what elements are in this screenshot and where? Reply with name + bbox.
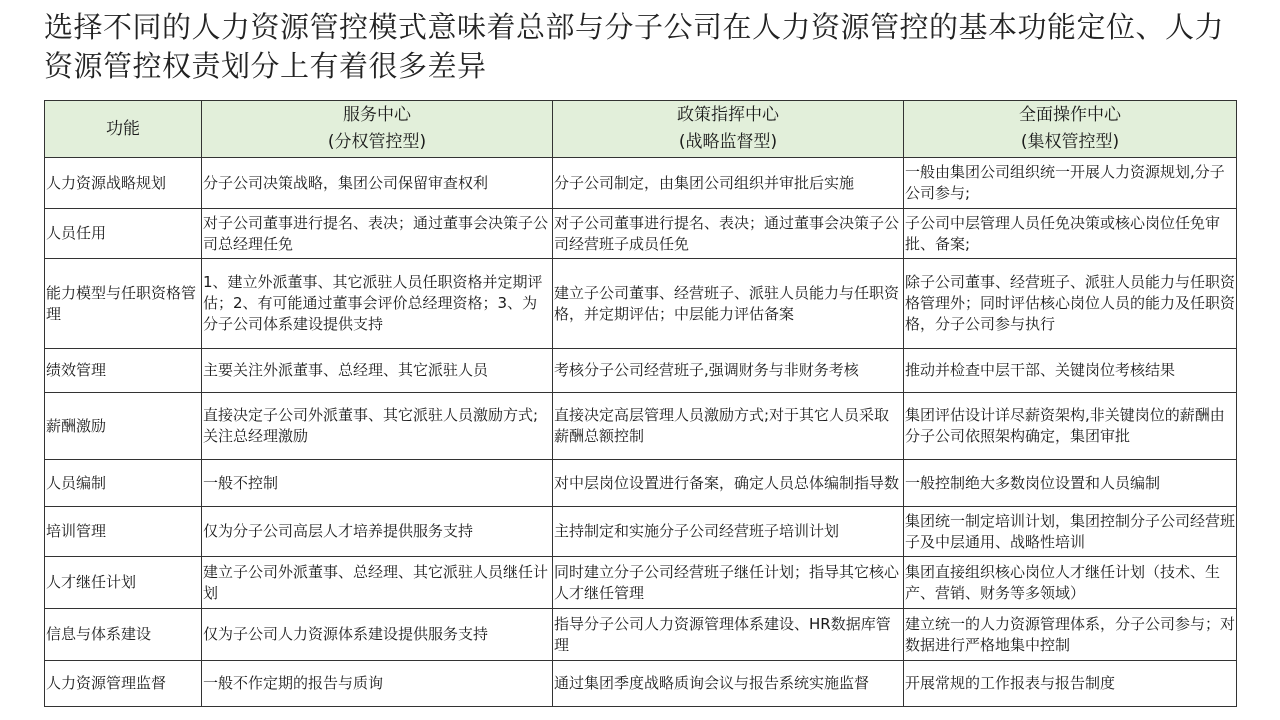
table-row xyxy=(45,460,1237,507)
ops-cell: 一般控制绝大多数岗位设置和人员编制 xyxy=(904,460,1237,507)
policy-cell: 同时建立分子公司经营班子继任计划；指导其它核心人才继任管理 xyxy=(553,557,904,609)
service-cell: 建立子公司外派董事、总经理、其它派驻人员继任计划 xyxy=(202,557,553,609)
header-function-label: 功能 xyxy=(106,118,140,139)
header-ops-type: (集权管控型) xyxy=(1020,132,1120,152)
policy-cell: 分子公司制定，由集团公司组织并审批后实施 xyxy=(553,158,904,209)
ops-cell: 除子公司董事、经营班子、派驻人员能力与任职资格管理外；同时评估核心岗位人员的能力及任职资格，分子公司参与执行 xyxy=(904,259,1237,349)
service-cell: 主要关注外派董事、总经理、其它派驻人员 xyxy=(202,349,553,393)
row-function-cell: 培训管理 xyxy=(45,507,202,557)
table-header-row xyxy=(45,101,1237,158)
table-row xyxy=(45,209,1237,259)
slide-title: 选择不同的人力资源管控模式意味着总部与分子公司在人力资源管控的基本功能定位、人力资源管控权责划分上有着很多差异 xyxy=(44,10,1225,83)
policy-cell: 通过集团季度战略质询会议与报告系统实施监督 xyxy=(553,661,904,707)
policy-cell: 建立子公司董事、经营班子、派驻人员能力与任职资格，并定期评估；中层能力评估备案 xyxy=(553,259,904,349)
header-ops-center xyxy=(904,101,1237,158)
service-cell: 对子公司董事进行提名、表决；通过董事会决策子公司总经理任免 xyxy=(202,209,553,259)
header-policy-type: (战略监督型) xyxy=(678,132,778,152)
table-row xyxy=(45,158,1237,209)
row-function-cell: 人员编制 xyxy=(45,460,202,507)
row-function-cell: 人才继任计划 xyxy=(45,557,202,609)
policy-cell: 主持制定和实施分子公司经营班子培训计划 xyxy=(553,507,904,557)
row-function-cell: 薪酬激励 xyxy=(45,393,202,460)
table-row xyxy=(45,557,1237,609)
row-function-cell: 人员任用 xyxy=(45,209,202,259)
row-function-cell: 能力模型与任职资格管理 xyxy=(45,259,202,349)
ops-cell: 集团统一制定培训计划，集团控制分子公司经营班子及中层通用、战略性培训 xyxy=(904,507,1237,557)
header-service-center xyxy=(202,101,553,158)
ops-cell: 一般由集团公司组织统一开展人力资源规划,分子公司参与; xyxy=(904,158,1237,209)
policy-cell: 直接决定高层管理人员激励方式;对于其它人员采取薪酬总额控制 xyxy=(553,393,904,460)
policy-cell: 指导分子公司人力资源管理体系建设、HR数据库管理 xyxy=(553,609,904,661)
policy-cell: 对中层岗位设置进行备案，确定人员总体编制指导数 xyxy=(553,460,904,507)
header-service-name: 服务中心 xyxy=(343,105,411,125)
service-cell: 仅为子公司人力资源体系建设提供服务支持 xyxy=(202,609,553,661)
row-function-cell: 信息与体系建设 xyxy=(45,609,202,661)
table-row xyxy=(45,507,1237,557)
header-policy-name: 政策指挥中心 xyxy=(677,105,779,125)
row-function-cell: 人力资源战略规划 xyxy=(45,158,202,209)
policy-cell: 考核分子公司经营班子,强调财务与非财务考核 xyxy=(553,349,904,393)
header-ops-name: 全面操作中心 xyxy=(1019,105,1121,125)
row-function-cell: 绩效管理 xyxy=(45,349,202,393)
service-cell: 仅为分子公司高层人才培养提供服务支持 xyxy=(202,507,553,557)
table-row xyxy=(45,259,1237,349)
ops-cell: 推动并检查中层干部、关键岗位考核结果 xyxy=(904,349,1237,393)
table-row xyxy=(45,393,1237,460)
header-policy-center xyxy=(553,101,904,158)
ops-cell: 子公司中层管理人员任免决策或核心岗位任免审批、备案; xyxy=(904,209,1237,259)
service-cell: 一般不作定期的报告与质询 xyxy=(202,661,553,707)
hr-control-mode-comparison-table xyxy=(44,100,1237,707)
service-cell: 直接决定子公司外派董事、其它派驻人员激励方式;关注总经理激励 xyxy=(202,393,553,460)
ops-cell: 建立统一的人力资源管理体系，分子公司参与；对数据进行严格地集中控制 xyxy=(904,609,1237,661)
ops-cell: 集团评估设计详尽薪资架构,非关键岗位的薪酬由分子公司依照架构确定，集团审批 xyxy=(904,393,1237,460)
ops-cell: 开展常规的工作报表与报告制度 xyxy=(904,661,1237,707)
row-function-cell: 人力资源管理监督 xyxy=(45,661,202,707)
table-row xyxy=(45,661,1237,707)
header-service-type: (分权管控型) xyxy=(327,132,427,152)
header-function xyxy=(45,101,202,158)
service-cell: 一般不控制 xyxy=(202,460,553,507)
service-cell: 1、建立外派董事、其它派驻人员任职资格并定期评估；2、有可能通过董事会评价总经理资格；3、为分子公司体系建设提供支持 xyxy=(202,259,553,349)
ops-cell: 集团直接组织核心岗位人才继任计划（技术、生产、营销、财务等多领域） xyxy=(904,557,1237,609)
policy-cell: 对子公司董事进行提名、表决；通过董事会决策子公司经营班子成员任免 xyxy=(553,209,904,259)
service-cell: 分子公司决策战略，集团公司保留审查权利 xyxy=(202,158,553,209)
table-row xyxy=(45,349,1237,393)
table-row xyxy=(45,609,1237,661)
